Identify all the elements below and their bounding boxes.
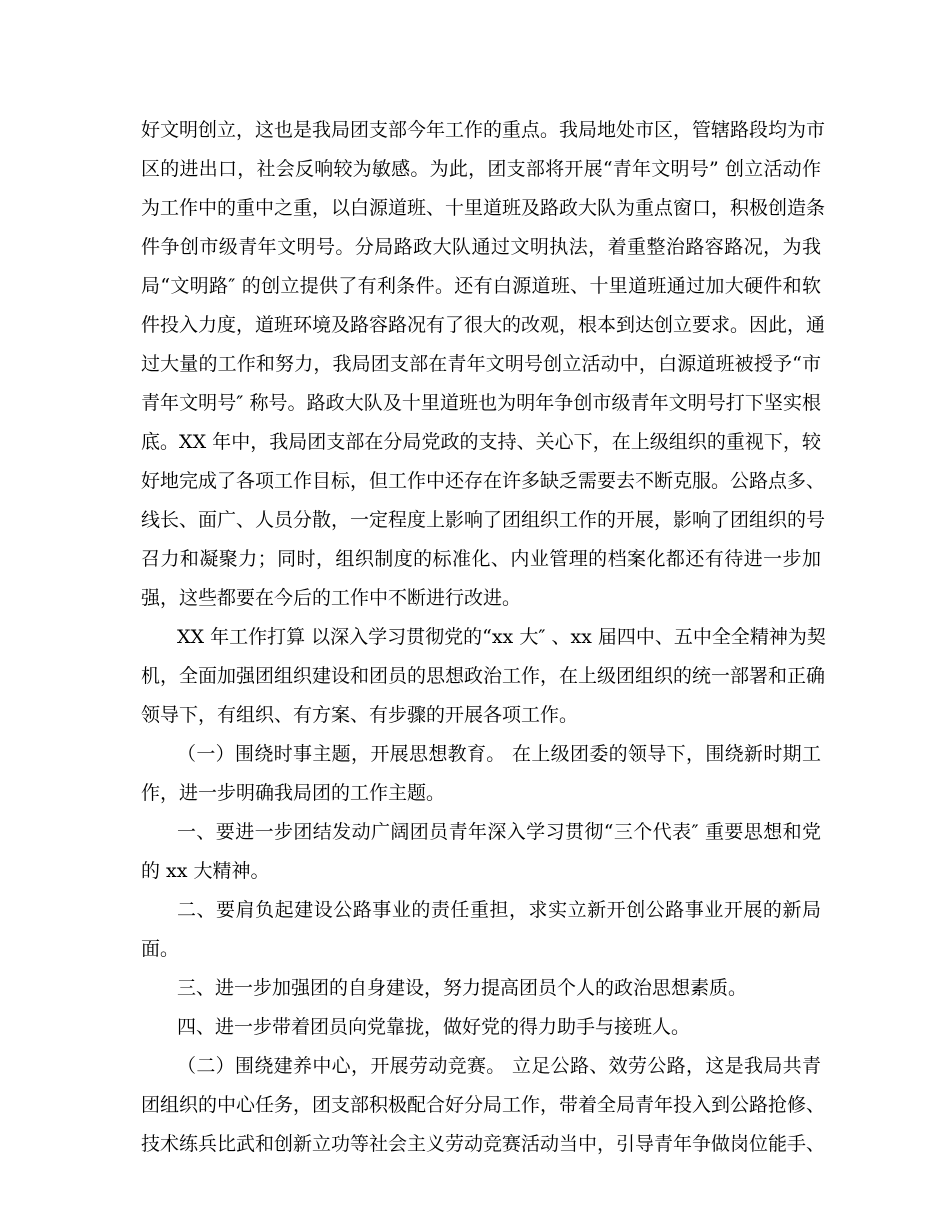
- text-line: 技术练兵比武和创新立功等社会主义劳动竞赛活动当中，引导青年争做岗位能手、: [141, 1133, 826, 1155]
- text-line: 的 xx 大精神。: [141, 860, 270, 882]
- text-line: 面。: [141, 938, 180, 960]
- text-line: 领导下，有组织、有方案、有步骤的开展各项工作。: [141, 704, 579, 726]
- text-line: 件争创市级青年文明号。分局路政大队通过文明执法，着重整治路容路况，为我: [141, 236, 821, 258]
- text-line: 一、要进一步团结发动广阔团员青年深入学习贯彻“三个代表″ 重要思想和党: [177, 821, 821, 843]
- text-line: 过大量的工作和努力，我局团支部在青年文明号创立活动中，白源道班被授予“市: [141, 353, 821, 375]
- text-line: 线长、面广、人员分散，一定程度上影响了团组织工作的开展，影响了团组织的号: [141, 509, 826, 531]
- text-line: 件投入力度，道班环境及路容路况有了很大的改观，根本到达创立要求。因此，通: [141, 314, 826, 336]
- text-line: 青年文明号″ 称号。路政大队及十里道班也为明年争创市级青年文明号打下坚实根: [141, 392, 821, 414]
- text-line: 好文明创立，这也是我局团支部今年工作的重点。我局地处市区，管辖路段均为市: [141, 119, 826, 141]
- text-line: 三、进一步加强团的自身建设，努力提高团员个人的政治思想素质。: [177, 977, 748, 999]
- text-line: 召力和凝聚力；同时，组织制度的标准化、内业管理的档案化都还有待进一步加: [141, 548, 821, 570]
- text-line: 好地完成了各项工作目标，但工作中还存在许多缺乏需要去不断克服。公路点多、: [141, 470, 826, 492]
- text-line: 作，进一步明确我局团的工作主题。: [141, 782, 446, 804]
- text-line: XX 年工作打算 以深入学习贯彻党的“xx 大″ 、xx 届四中、五中全全精神为契: [177, 626, 826, 648]
- text-line: 区的进出口，社会反响较为敏感。为此，团支部将开展“青年文明号” 创立活动作: [141, 158, 821, 180]
- text-line: 为工作中的重中之重，以白源道班、十里道班及路政大队为重点窗口，积极创造条: [141, 197, 826, 219]
- text-line: 二、要肩负起建设公路事业的责任重担，求实立新开创公路事业开展的新局: [177, 899, 821, 921]
- text-line: （一）围绕时事主题，开展思想教育。 在上级团委的领导下，围绕新时期工: [177, 743, 821, 765]
- text-line: 四、进一步带着团员向党靠拢，做好党的得力助手与接班人。: [177, 1016, 691, 1038]
- text-line: 机，全面加强团组织建设和团员的思想政治工作，在上级团组织的统一部署和正确: [141, 665, 826, 687]
- text-line: （二）围绕建养中心，开展劳动竞赛。 立足公路、效劳公路，这是我局共青: [177, 1055, 821, 1077]
- text-line: 团组织的中心任务，团支部积极配合好分局工作，带着全局青年投入到公路抢修、: [141, 1094, 826, 1116]
- text-line: 底。XX 年中，我局团支部在分局党政的支持、关心下，在上级组织的重视下，较: [141, 431, 821, 453]
- text-line: 强，这些都要在今后的工作中不断进行改进。: [141, 587, 522, 609]
- text-line: 局“文明路″ 的创立提供了有利条件。还有白源道班、十里道班通过加大硬件和软: [141, 275, 821, 297]
